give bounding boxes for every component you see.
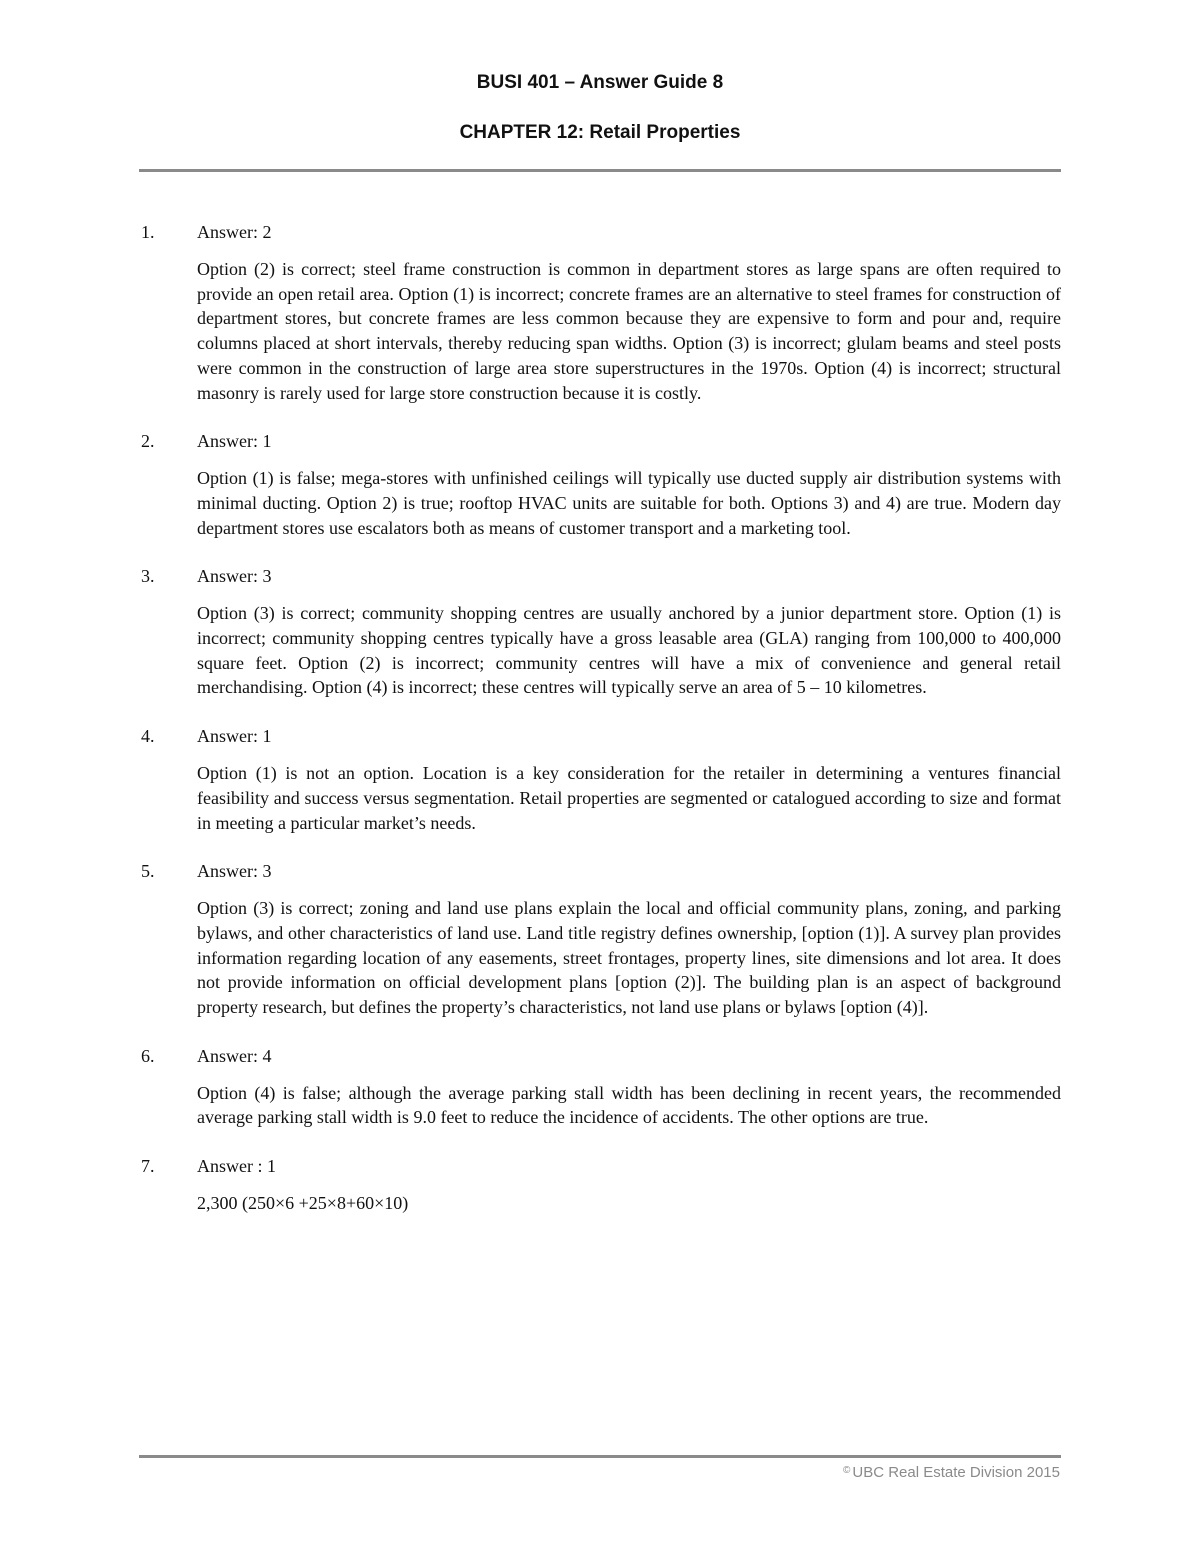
question-number: 1.: [141, 222, 155, 242]
question-number: 5.: [141, 861, 155, 882]
copyright-text: UBC Real Estate Division 2015: [852, 1464, 1060, 1481]
question-number: 2.: [141, 431, 155, 452]
document-title: BUSI 401 – Answer Guide 8: [476, 72, 724, 93]
answer-list: [141, 220, 1061, 1240]
question-number: 6.: [141, 1045, 155, 1066]
answer-label: Answer: 2: [197, 222, 272, 242]
answer-explanation: Option (2) is correct; steel frame construction is common in department stores as large spans are often required to provide an open retail area. Option (1) is incorrect; concrete frames are an alternative to steel frames for construction of department stores, but concrete frames are less common because they are expensive to form and pour and, require columns placed at short intervals, thereby reducing span widths. Option (3) is incorrect; glulam beams and steel posts were common in the construction of large area store superstructures in the 1970s. Option (4) is incorrect; structural masonry is rarely used for large store construction because it is costly.: [197, 259, 1061, 403]
footer-divider: [139, 1455, 1061, 1458]
answer-explanation: 2,300 (250×6 +25×8+60×10): [197, 1193, 409, 1214]
answer-explanation: Option (4) is false; although the average parking stall width has been declining in recent years, the recommended average parking stall width is 9.0 feet to reduce the incidence of accidents. The other options are true.: [197, 1082, 1061, 1128]
answer-label: Answer: 3: [197, 861, 272, 882]
copyright-icon: ©: [843, 1465, 851, 1476]
answer-explanation: Option (1) is not an option. Location is a key consideration for the retailer in determining a ventures financial feasibility and success versus segmentation. Retail properties are segmented or catalogued according to size and format in meeting a particular market’s needs.: [197, 763, 1061, 833]
answer-item-1: [141, 220, 1061, 405]
answer-explanation: Option (3) is correct; zoning and land use plans explain the local and official community plans, zoning, and parking bylaws, and other characteristics of land use. Land title registry defines ownership, [option (1)]. A survey plan provides information regarding location of any easements, street frontages, property lines, site dimensions and lot area. It does not provide information on official development plans [option (2)]. The building plan is an aspect of background property research, but defines the property’s characteristics, not land use plans or bylaws [option (4)].: [197, 898, 1061, 1018]
answer-label: Answer : 1: [197, 1156, 276, 1177]
answer-item-6: [141, 1044, 1061, 1130]
answer-explanation: Option (1) is false; mega-stores with unfinished ceilings will typically use ducted supply air distribution systems with minimal ducting. Option 2) is true; rooftop HVAC units are suitable for both. Options 3) and 4) are true. Modern day department stores use escalators both as means of customer transport and a marketing tool.: [197, 468, 1061, 538]
chapter-title: CHAPTER 12: Retail Properties: [459, 122, 741, 143]
answer-label: Answer: 4: [197, 1045, 272, 1066]
question-number: 4.: [141, 726, 155, 747]
copyright-footer: [843, 1464, 1060, 1481]
question-number: 3.: [141, 566, 155, 587]
answer-label: Answer: 3: [197, 566, 272, 587]
answer-label: Answer: 1: [197, 726, 272, 747]
header-divider: [139, 169, 1061, 172]
answer-explanation: Option (3) is correct; community shopping centres are usually anchored by a junior department store. Option (1) is incorrect; community shopping centres typically have a gross leasable area (GLA) ranging from 100,000 to 400,000 square feet. Option (2) is incorrect; community centres will have a mix of convenience and general retail merchandising. Option (4) is incorrect; these centres will typically serve an area of 5 – 10 kilometres.: [197, 603, 1061, 698]
answer-item-4: [141, 724, 1061, 835]
question-number: 7.: [141, 1156, 155, 1177]
answer-item-2: [141, 429, 1061, 540]
answer-item-5: [141, 859, 1061, 1020]
answer-item-3: [141, 564, 1061, 700]
answer-item-7: [141, 1154, 1061, 1216]
answer-label: Answer: 1: [197, 431, 272, 452]
